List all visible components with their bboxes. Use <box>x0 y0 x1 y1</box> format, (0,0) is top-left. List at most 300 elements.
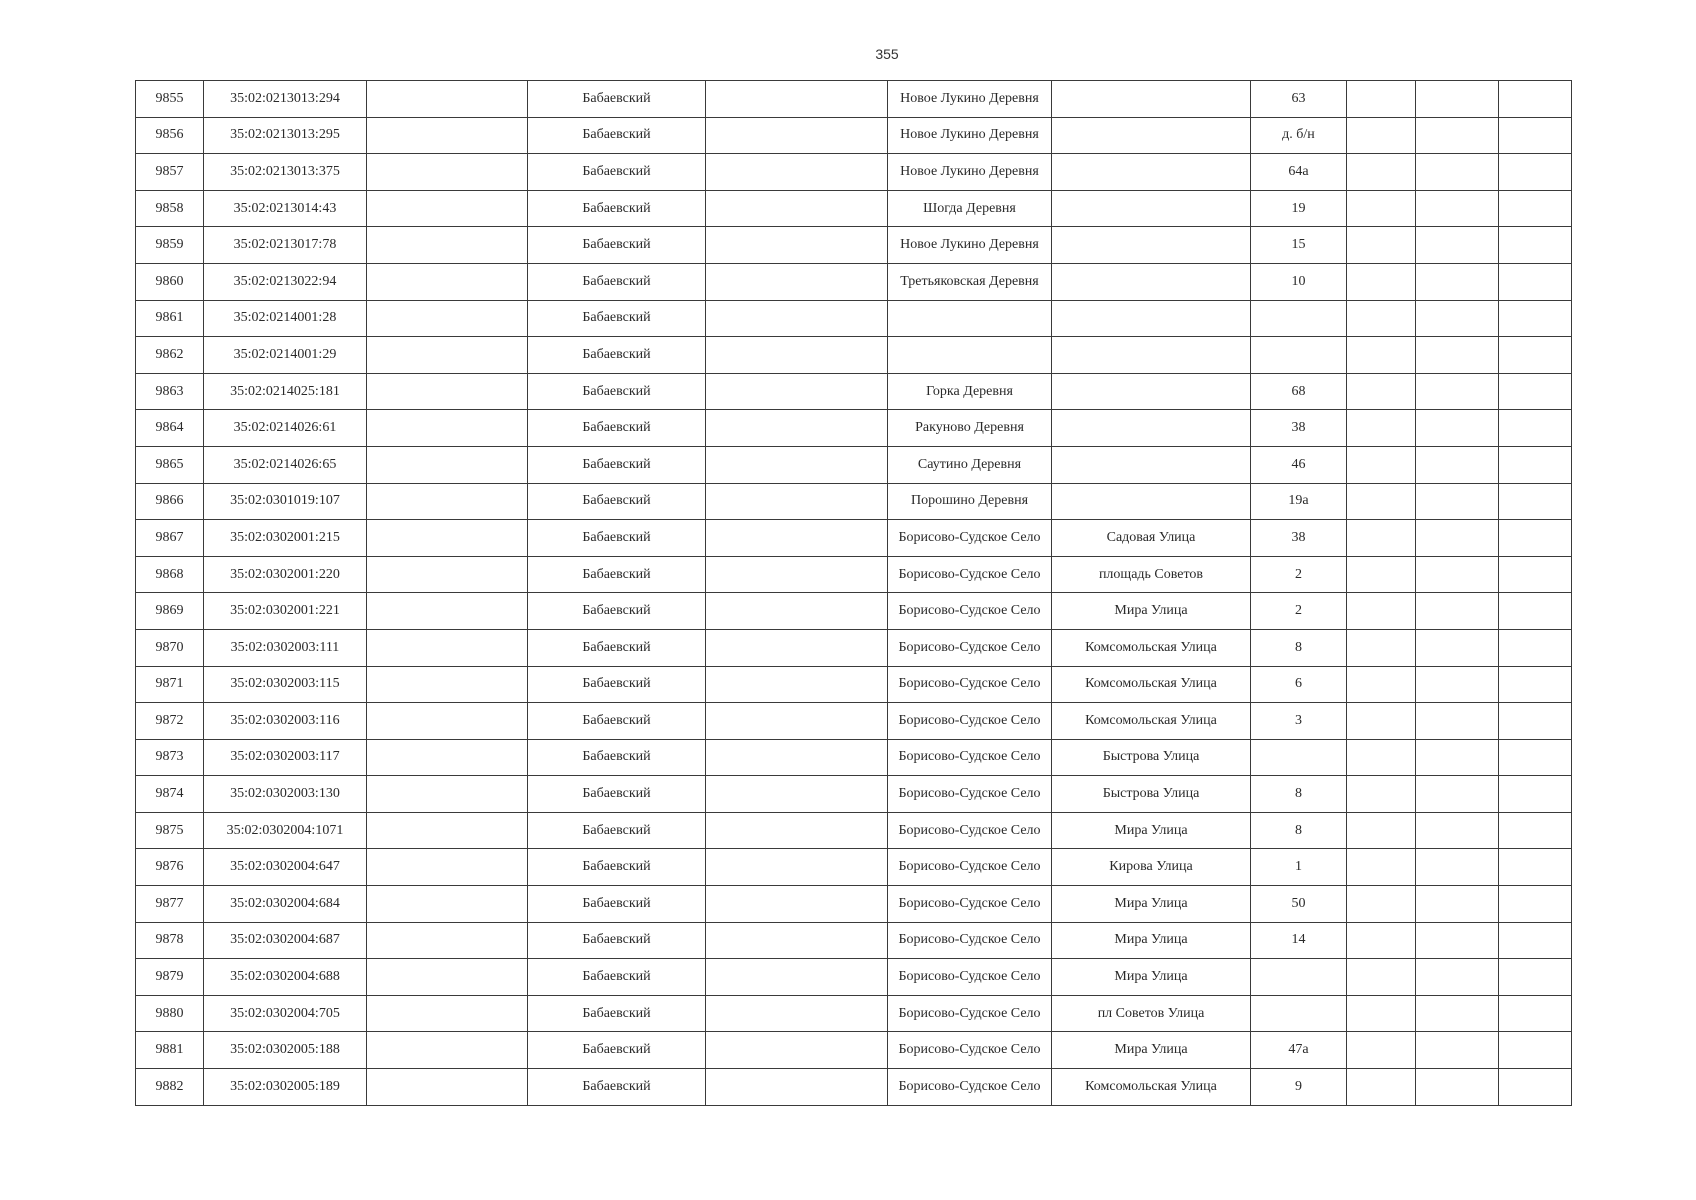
empty-cell <box>1347 373 1416 410</box>
empty-cell <box>1416 812 1499 849</box>
row-number-cell: 9872 <box>136 703 204 740</box>
locality-cell <box>888 337 1052 374</box>
empty-cell <box>1416 373 1499 410</box>
empty-cell <box>706 1032 888 1069</box>
table-row <box>136 922 1572 959</box>
street-cell: Мира Улица <box>1052 886 1251 923</box>
empty-cell <box>367 117 528 154</box>
locality-cell: Борисово-Судское Село <box>888 1032 1052 1069</box>
empty-cell <box>706 300 888 337</box>
street-cell: Комсомольская Улица <box>1052 666 1251 703</box>
locality-cell: Борисово-Судское Село <box>888 593 1052 630</box>
locality-cell: Борисово-Судское Село <box>888 1069 1052 1106</box>
empty-cell <box>1416 556 1499 593</box>
empty-cell <box>367 703 528 740</box>
empty-cell <box>1499 959 1572 996</box>
table-row <box>136 520 1572 557</box>
cadastral-number-cell: 35:02:0302001:220 <box>204 556 367 593</box>
table-row <box>136 373 1572 410</box>
cadastral-number-cell: 35:02:0214001:29 <box>204 337 367 374</box>
registry-body <box>136 81 1572 1106</box>
empty-cell <box>1347 556 1416 593</box>
row-number-cell: 9870 <box>136 629 204 666</box>
empty-cell <box>1347 483 1416 520</box>
empty-cell <box>1499 154 1572 191</box>
street-cell: Комсомольская Улица <box>1052 629 1251 666</box>
locality-cell: Борисово-Судское Село <box>888 666 1052 703</box>
house-number-cell: 19а <box>1251 483 1347 520</box>
house-number-cell <box>1251 300 1347 337</box>
table-row <box>136 81 1572 118</box>
table-row <box>136 959 1572 996</box>
empty-cell <box>706 959 888 996</box>
house-number-cell <box>1251 995 1347 1032</box>
locality-cell: Борисово-Судское Село <box>888 849 1052 886</box>
empty-cell <box>706 629 888 666</box>
empty-cell <box>706 1069 888 1106</box>
empty-cell <box>1347 629 1416 666</box>
empty-cell <box>706 666 888 703</box>
row-number-cell: 9860 <box>136 263 204 300</box>
empty-cell <box>706 410 888 447</box>
locality-cell: Борисово-Судское Село <box>888 776 1052 813</box>
empty-cell <box>1347 886 1416 923</box>
table-row <box>136 190 1572 227</box>
table-row <box>136 410 1572 447</box>
empty-cell <box>1499 593 1572 630</box>
cadastral-number-cell: 35:02:0302004:688 <box>204 959 367 996</box>
cadastral-number-cell: 35:02:0302004:705 <box>204 995 367 1032</box>
row-number-cell: 9881 <box>136 1032 204 1069</box>
district-cell: Бабаевский <box>528 995 706 1032</box>
cadastral-number-cell: 35:02:0301019:107 <box>204 483 367 520</box>
empty-cell <box>706 739 888 776</box>
empty-cell <box>367 995 528 1032</box>
empty-cell <box>1347 190 1416 227</box>
cadastral-number-cell: 35:02:0214001:28 <box>204 300 367 337</box>
empty-cell <box>706 995 888 1032</box>
locality-cell <box>888 300 1052 337</box>
empty-cell <box>1499 410 1572 447</box>
empty-cell <box>706 849 888 886</box>
street-cell: Мира Улица <box>1052 593 1251 630</box>
street-cell <box>1052 81 1251 118</box>
street-cell: Комсомольская Улица <box>1052 1069 1251 1106</box>
empty-cell <box>1499 849 1572 886</box>
row-number-cell: 9882 <box>136 1069 204 1106</box>
row-number-cell: 9879 <box>136 959 204 996</box>
street-cell <box>1052 483 1251 520</box>
house-number-cell: 50 <box>1251 886 1347 923</box>
district-cell: Бабаевский <box>528 300 706 337</box>
empty-cell <box>1416 703 1499 740</box>
house-number-cell: 6 <box>1251 666 1347 703</box>
empty-cell <box>1416 922 1499 959</box>
row-number-cell: 9867 <box>136 520 204 557</box>
table-row <box>136 776 1572 813</box>
house-number-cell: 19 <box>1251 190 1347 227</box>
street-cell <box>1052 154 1251 191</box>
empty-cell <box>1416 849 1499 886</box>
cadastral-number-cell: 35:02:0302003:115 <box>204 666 367 703</box>
empty-cell <box>1416 1032 1499 1069</box>
table-row <box>136 886 1572 923</box>
street-cell <box>1052 190 1251 227</box>
empty-cell <box>1416 886 1499 923</box>
empty-cell <box>1416 520 1499 557</box>
empty-cell <box>367 190 528 227</box>
house-number-cell: 64а <box>1251 154 1347 191</box>
street-cell <box>1052 373 1251 410</box>
table-row <box>136 556 1572 593</box>
district-cell: Бабаевский <box>528 446 706 483</box>
empty-cell <box>1416 483 1499 520</box>
empty-cell <box>367 776 528 813</box>
empty-cell <box>1347 446 1416 483</box>
street-cell: Быстрова Улица <box>1052 739 1251 776</box>
row-number-cell: 9875 <box>136 812 204 849</box>
district-cell: Бабаевский <box>528 410 706 447</box>
empty-cell <box>1416 776 1499 813</box>
street-cell: Комсомольская Улица <box>1052 703 1251 740</box>
house-number-cell: 2 <box>1251 556 1347 593</box>
empty-cell <box>1499 995 1572 1032</box>
district-cell: Бабаевский <box>528 483 706 520</box>
empty-cell <box>1347 1032 1416 1069</box>
cadastral-number-cell: 35:02:0302001:221 <box>204 593 367 630</box>
locality-cell: Горка Деревня <box>888 373 1052 410</box>
empty-cell <box>1347 922 1416 959</box>
empty-cell <box>1499 886 1572 923</box>
empty-cell <box>706 483 888 520</box>
street-cell: Мира Улица <box>1052 1032 1251 1069</box>
empty-cell <box>367 959 528 996</box>
house-number-cell: 46 <box>1251 446 1347 483</box>
empty-cell <box>367 812 528 849</box>
district-cell: Бабаевский <box>528 629 706 666</box>
cadastral-number-cell: 35:02:0302004:687 <box>204 922 367 959</box>
row-number-cell: 9871 <box>136 666 204 703</box>
house-number-cell <box>1251 739 1347 776</box>
empty-cell <box>1347 520 1416 557</box>
empty-cell <box>1499 446 1572 483</box>
locality-cell: Борисово-Судское Село <box>888 520 1052 557</box>
empty-cell <box>706 593 888 630</box>
district-cell: Бабаевский <box>528 812 706 849</box>
cadastral-number-cell: 35:02:0302005:188 <box>204 1032 367 1069</box>
page-number: 355 <box>875 46 899 62</box>
cadastral-number-cell: 35:02:0213014:43 <box>204 190 367 227</box>
street-cell <box>1052 117 1251 154</box>
row-number-cell: 9864 <box>136 410 204 447</box>
district-cell: Бабаевский <box>528 922 706 959</box>
empty-cell <box>367 337 528 374</box>
empty-cell <box>1416 666 1499 703</box>
empty-cell <box>1347 959 1416 996</box>
house-number-cell: 10 <box>1251 263 1347 300</box>
street-cell <box>1052 337 1251 374</box>
locality-cell: Борисово-Судское Село <box>888 995 1052 1032</box>
street-cell: Мира Улица <box>1052 922 1251 959</box>
empty-cell <box>1499 81 1572 118</box>
cadastral-number-cell: 35:02:0214026:65 <box>204 446 367 483</box>
cadastral-number-cell: 35:02:0213017:78 <box>204 227 367 264</box>
empty-cell <box>1347 263 1416 300</box>
street-cell <box>1052 227 1251 264</box>
empty-cell <box>367 886 528 923</box>
district-cell: Бабаевский <box>528 154 706 191</box>
empty-cell <box>706 154 888 191</box>
house-number-cell: 14 <box>1251 922 1347 959</box>
row-number-cell: 9873 <box>136 739 204 776</box>
empty-cell <box>367 849 528 886</box>
district-cell: Бабаевский <box>528 337 706 374</box>
empty-cell <box>367 666 528 703</box>
house-number-cell: 2 <box>1251 593 1347 630</box>
cadastral-number-cell: 35:02:0302003:111 <box>204 629 367 666</box>
row-number-cell: 9855 <box>136 81 204 118</box>
locality-cell: Ракуново Деревня <box>888 410 1052 447</box>
street-cell: Мира Улица <box>1052 959 1251 996</box>
empty-cell <box>367 81 528 118</box>
empty-cell <box>1416 959 1499 996</box>
table-row <box>136 300 1572 337</box>
empty-cell <box>706 337 888 374</box>
cadastral-number-cell: 35:02:0302003:117 <box>204 739 367 776</box>
locality-cell: Новое Лукино Деревня <box>888 227 1052 264</box>
locality-cell: Третьяковская Деревня <box>888 263 1052 300</box>
empty-cell <box>1499 1069 1572 1106</box>
locality-cell: Борисово-Судское Село <box>888 886 1052 923</box>
empty-cell <box>706 81 888 118</box>
empty-cell <box>1347 995 1416 1032</box>
registry-table <box>135 80 1572 1106</box>
locality-cell: Борисово-Судское Село <box>888 556 1052 593</box>
row-number-cell: 9861 <box>136 300 204 337</box>
empty-cell <box>1499 520 1572 557</box>
row-number-cell: 9857 <box>136 154 204 191</box>
street-cell <box>1052 446 1251 483</box>
empty-cell <box>367 629 528 666</box>
empty-cell <box>367 154 528 191</box>
district-cell: Бабаевский <box>528 1069 706 1106</box>
district-cell: Бабаевский <box>528 81 706 118</box>
empty-cell <box>1499 812 1572 849</box>
empty-cell <box>1347 666 1416 703</box>
empty-cell <box>1499 922 1572 959</box>
empty-cell <box>1499 117 1572 154</box>
locality-cell: Шогда Деревня <box>888 190 1052 227</box>
empty-cell <box>367 227 528 264</box>
locality-cell: Порошино Деревня <box>888 483 1052 520</box>
cadastral-number-cell: 35:02:0302004:1071 <box>204 812 367 849</box>
street-cell: Садовая Улица <box>1052 520 1251 557</box>
cadastral-number-cell: 35:02:0214026:61 <box>204 410 367 447</box>
row-number-cell: 9856 <box>136 117 204 154</box>
locality-cell: Новое Лукино Деревня <box>888 117 1052 154</box>
empty-cell <box>1416 995 1499 1032</box>
cadastral-number-cell: 35:02:0213013:375 <box>204 154 367 191</box>
empty-cell <box>1416 1069 1499 1106</box>
empty-cell <box>706 703 888 740</box>
locality-cell: Борисово-Судское Село <box>888 922 1052 959</box>
house-number-cell: 9 <box>1251 1069 1347 1106</box>
empty-cell <box>1499 483 1572 520</box>
street-cell <box>1052 300 1251 337</box>
district-cell: Бабаевский <box>528 593 706 630</box>
empty-cell <box>1499 373 1572 410</box>
house-number-cell: 1 <box>1251 849 1347 886</box>
cadastral-number-cell: 35:02:0213022:94 <box>204 263 367 300</box>
cadastral-number-cell: 35:02:0214025:181 <box>204 373 367 410</box>
table-row <box>136 337 1572 374</box>
locality-cell: Борисово-Судское Село <box>888 812 1052 849</box>
empty-cell <box>1416 117 1499 154</box>
cadastral-number-cell: 35:02:0213013:295 <box>204 117 367 154</box>
empty-cell <box>706 520 888 557</box>
street-cell: Кирова Улица <box>1052 849 1251 886</box>
empty-cell <box>1347 1069 1416 1106</box>
table-row <box>136 995 1572 1032</box>
locality-cell: Борисово-Судское Село <box>888 629 1052 666</box>
empty-cell <box>1499 703 1572 740</box>
empty-cell <box>1347 300 1416 337</box>
empty-cell <box>1499 300 1572 337</box>
row-number-cell: 9874 <box>136 776 204 813</box>
table-row <box>136 703 1572 740</box>
row-number-cell: 9868 <box>136 556 204 593</box>
empty-cell <box>1416 190 1499 227</box>
empty-cell <box>367 483 528 520</box>
empty-cell <box>367 446 528 483</box>
empty-cell <box>706 190 888 227</box>
empty-cell <box>706 227 888 264</box>
cadastral-number-cell: 35:02:0302003:116 <box>204 703 367 740</box>
empty-cell <box>1499 263 1572 300</box>
district-cell: Бабаевский <box>528 776 706 813</box>
street-cell: площадь Советов <box>1052 556 1251 593</box>
district-cell: Бабаевский <box>528 227 706 264</box>
empty-cell <box>1416 739 1499 776</box>
empty-cell <box>706 117 888 154</box>
empty-cell <box>706 776 888 813</box>
empty-cell <box>706 922 888 959</box>
locality-cell: Борисово-Судское Село <box>888 959 1052 996</box>
district-cell: Бабаевский <box>528 263 706 300</box>
house-number-cell <box>1251 337 1347 374</box>
row-number-cell: 9869 <box>136 593 204 630</box>
empty-cell <box>1499 666 1572 703</box>
district-cell: Бабаевский <box>528 886 706 923</box>
table-row <box>136 154 1572 191</box>
table-row <box>136 117 1572 154</box>
empty-cell <box>1499 190 1572 227</box>
empty-cell <box>367 263 528 300</box>
empty-cell <box>1347 154 1416 191</box>
district-cell: Бабаевский <box>528 190 706 227</box>
empty-cell <box>706 373 888 410</box>
house-number-cell: 68 <box>1251 373 1347 410</box>
table-row <box>136 263 1572 300</box>
cadastral-number-cell: 35:02:0213013:294 <box>204 81 367 118</box>
empty-cell <box>1416 227 1499 264</box>
table-row <box>136 483 1572 520</box>
table-row <box>136 227 1572 264</box>
empty-cell <box>367 593 528 630</box>
empty-cell <box>1416 410 1499 447</box>
house-number-cell: 63 <box>1251 81 1347 118</box>
empty-cell <box>1347 117 1416 154</box>
empty-cell <box>706 446 888 483</box>
house-number-cell: 8 <box>1251 776 1347 813</box>
cadastral-number-cell: 35:02:0302004:684 <box>204 886 367 923</box>
empty-cell <box>367 1069 528 1106</box>
empty-cell <box>367 373 528 410</box>
house-number-cell: 47а <box>1251 1032 1347 1069</box>
house-number-cell: д. б/н <box>1251 117 1347 154</box>
empty-cell <box>1347 81 1416 118</box>
empty-cell <box>706 886 888 923</box>
street-cell <box>1052 410 1251 447</box>
empty-cell <box>1416 81 1499 118</box>
district-cell: Бабаевский <box>528 959 706 996</box>
empty-cell <box>1347 337 1416 374</box>
empty-cell <box>1499 337 1572 374</box>
cadastral-number-cell: 35:02:0302004:647 <box>204 849 367 886</box>
district-cell: Бабаевский <box>528 117 706 154</box>
empty-cell <box>1499 227 1572 264</box>
empty-cell <box>1499 739 1572 776</box>
district-cell: Бабаевский <box>528 703 706 740</box>
empty-cell <box>1347 593 1416 630</box>
empty-cell <box>1499 776 1572 813</box>
empty-cell <box>1347 410 1416 447</box>
empty-cell <box>1499 1032 1572 1069</box>
empty-cell <box>1347 703 1416 740</box>
table-row <box>136 1069 1572 1106</box>
row-number-cell: 9859 <box>136 227 204 264</box>
street-cell <box>1052 263 1251 300</box>
empty-cell <box>1347 812 1416 849</box>
house-number-cell: 38 <box>1251 520 1347 557</box>
district-cell: Бабаевский <box>528 1032 706 1069</box>
empty-cell <box>367 556 528 593</box>
empty-cell <box>1499 629 1572 666</box>
house-number-cell: 15 <box>1251 227 1347 264</box>
row-number-cell: 9866 <box>136 483 204 520</box>
empty-cell <box>1416 629 1499 666</box>
district-cell: Бабаевский <box>528 849 706 886</box>
empty-cell <box>1347 227 1416 264</box>
row-number-cell: 9858 <box>136 190 204 227</box>
house-number-cell <box>1251 959 1347 996</box>
empty-cell <box>1416 446 1499 483</box>
row-number-cell: 9862 <box>136 337 204 374</box>
empty-cell <box>1416 300 1499 337</box>
empty-cell <box>1416 263 1499 300</box>
house-number-cell: 8 <box>1251 629 1347 666</box>
row-number-cell: 9877 <box>136 886 204 923</box>
row-number-cell: 9863 <box>136 373 204 410</box>
empty-cell <box>1347 849 1416 886</box>
empty-cell <box>1347 739 1416 776</box>
table-row <box>136 812 1572 849</box>
house-number-cell: 3 <box>1251 703 1347 740</box>
district-cell: Бабаевский <box>528 520 706 557</box>
street-cell: Быстрова Улица <box>1052 776 1251 813</box>
empty-cell <box>1416 337 1499 374</box>
empty-cell <box>706 556 888 593</box>
